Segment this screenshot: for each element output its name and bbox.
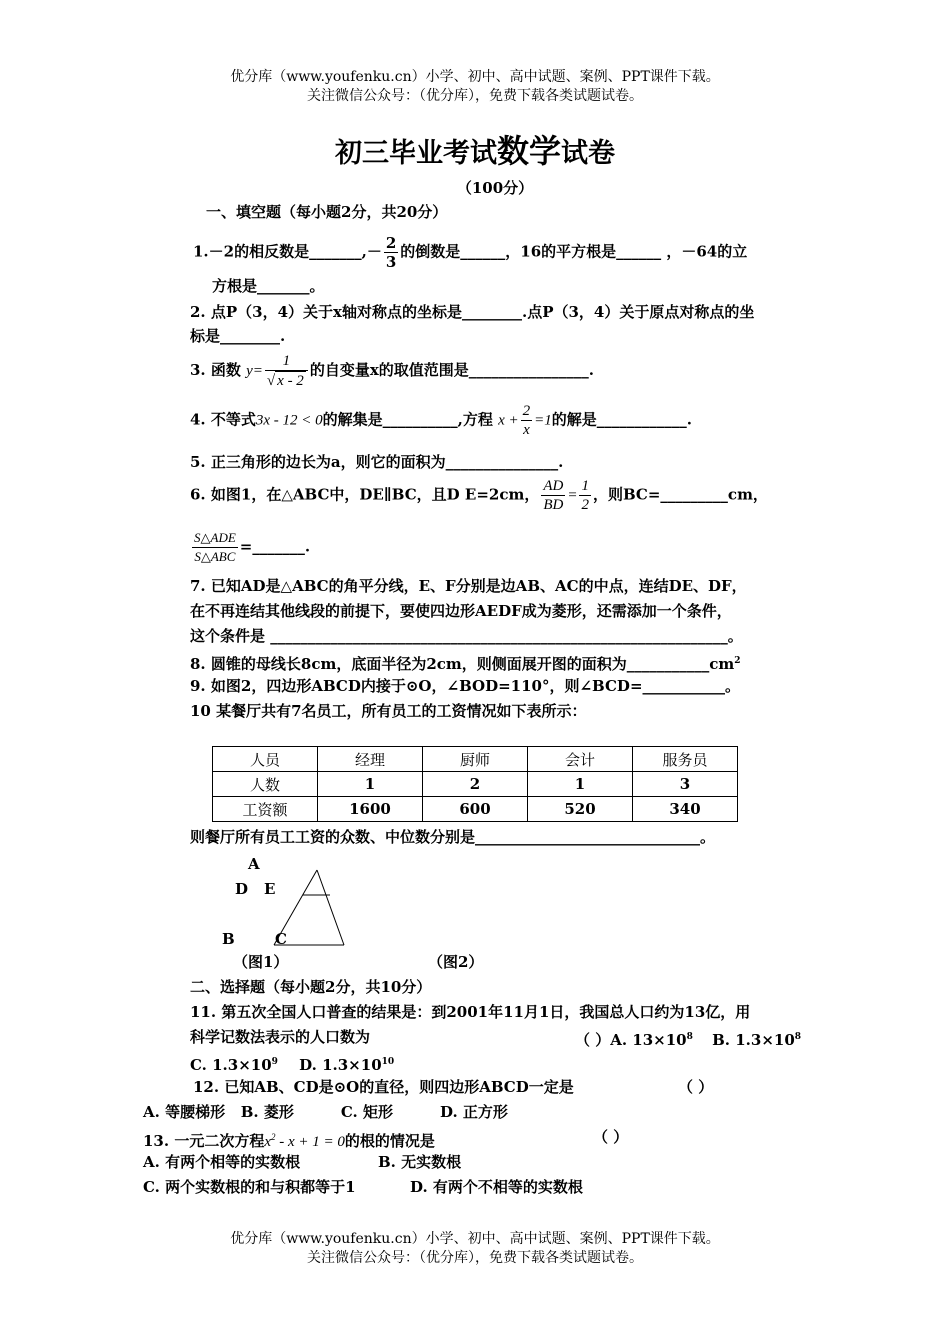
table-cell: 人数 [213, 772, 318, 797]
q11-paren-option-a: （ ）A. 13×10 [575, 1031, 687, 1049]
q6-numerator: AD [543, 478, 564, 494]
q11-option-c: C. 1.3×10 [190, 1056, 272, 1074]
title-part-3: 试卷 [561, 138, 615, 169]
q3-radicand: x - 2 [277, 373, 304, 389]
question-11-line-2: 科学记数法表示的人口数为 [190, 1028, 371, 1046]
header-line-2: 关注微信公众号：（优分库），免费下载各类试题试卷。 [307, 88, 643, 104]
q11-sup-b: 8 [794, 1032, 802, 1042]
table-cell: 340 [633, 797, 738, 822]
q3-text-b: 的自变量x的取值范围是________________. [309, 361, 594, 379]
q13-sup: 2 [271, 1132, 276, 1142]
question-6-line-1 [190, 477, 768, 514]
table-header-cell: 经理 [318, 747, 423, 772]
q4-numerator: 2 [522, 403, 531, 419]
q4-text-a: 4. 不等式 [190, 410, 256, 429]
figure-label-b: B [222, 930, 235, 948]
figure-label-a: A [248, 855, 260, 873]
q8-superscript: 2 [734, 656, 741, 666]
q6-area-denominator: S△ABC [194, 549, 236, 564]
q4-equals-one: =1 [534, 412, 552, 429]
q3-equals: = [252, 363, 263, 379]
table-header-cell: 服务员 [633, 747, 738, 772]
question-7-line-1: 7. 已知AD是△ABC的角平分线，E、F分别是边AB、AC的中点，连结DE、DF， [190, 577, 747, 595]
table-cell: 520 [528, 797, 633, 822]
question-11-options-ab [575, 1027, 801, 1050]
figure-label-e: E [264, 880, 276, 898]
table-cell: 3 [633, 772, 738, 797]
q1-text-b: 的倒数是______，16的平方根是______ ，－64的立 [400, 242, 748, 261]
table-header-row [213, 747, 738, 772]
question-10-line-2: 则餐厅所有员工工资的众数、中位数分别是______________________________。 [190, 828, 716, 846]
table-row [213, 772, 738, 797]
section-2-heading: 二、选择题（每小题2分，共10分） [190, 978, 432, 996]
table-cell: 1 [528, 772, 633, 797]
question-2-line-1: 2. 点P（3，4）关于x轴对称点的坐标是________.点P（3，4）关于原点对称点的坐 [190, 303, 755, 321]
q6-denominator: BD [543, 497, 564, 513]
title-part-1: 初三毕业考试 [334, 138, 497, 169]
q6-ratio-fraction [541, 477, 565, 514]
question-13-answer-paren: （ ） [593, 1128, 629, 1146]
table-row [213, 797, 738, 822]
q4-x-plus: x + [498, 412, 519, 429]
header-line-1: 优分库（www.youfenku.cn）小学、初中、高中试题、案例、PPT课件下载。 [230, 69, 720, 85]
q3-numerator: 1 [265, 352, 308, 371]
q6-equals: = [567, 487, 578, 504]
question-1-line-1 [193, 234, 747, 271]
q3-fraction [265, 352, 308, 390]
table-cell: 2 [423, 772, 528, 797]
section-1-heading: 一、填空题（每小题2分，共20分） [206, 203, 448, 221]
table-header-cell: 会计 [528, 747, 633, 772]
triangle-side-ac [317, 870, 344, 945]
question-3 [190, 352, 594, 390]
question-2-line-2: 标是________. [190, 327, 286, 345]
question-12-options: A. 等腰梯形 B. 菱形 C. 矩形 D. 正方形 [143, 1103, 508, 1121]
q8-text: 8. 圆锥的母线长8cm，底面半径为2cm，则侧面展开图的面积为___________cm [190, 655, 735, 673]
figure-2-caption: （图2） [428, 953, 484, 971]
q11-sup-a: 8 [686, 1032, 693, 1042]
q6-half-fraction [579, 477, 591, 514]
question-11-line-1: 11. 第五次全国人口普查的结果是：到2001年11月1日，我国总人口约为13亿，用 [190, 1003, 751, 1021]
q11-sup-c: 9 [271, 1057, 278, 1067]
q1-fraction [384, 234, 398, 271]
q1-denominator: 3 [385, 253, 397, 271]
question-12: 12. 已知AB、CD是⊙O的直径，则四边形ABCD一定是 [193, 1078, 574, 1096]
question-11-options-cd [190, 1052, 394, 1075]
question-9: 9. 如图2，四边形ABCD内接于⊙O，∠BOD=110°，则∠BCD=___________。 [190, 677, 741, 695]
q6-text-b: ，则BC=_________cm， [592, 485, 768, 504]
q4-text-b: 的解集是__________,方程 [322, 410, 493, 429]
q6-half-denominator: 2 [581, 497, 589, 513]
page-title [0, 134, 950, 171]
q13-option-a: A. 有两个相等的实数根 [143, 1153, 301, 1171]
question-1-line-2: 方根是_______。 [212, 277, 325, 295]
q13-expression: - x + 1 = 0 [275, 1134, 345, 1150]
q11-sup-d: 10 [381, 1057, 395, 1067]
wage-table [212, 746, 738, 822]
score-note: （100分） [456, 179, 534, 197]
q13-x: x [264, 1134, 271, 1150]
q3-denominator: √ x - 2 [266, 373, 304, 389]
q6-area-numerator: S△ADE [192, 529, 238, 548]
q6-half-numerator: 1 [581, 478, 589, 494]
table-cell: 1 [318, 772, 423, 797]
q13-text-a: 13. 一元二次方程 [143, 1132, 265, 1150]
question-13 [143, 1127, 435, 1152]
q4-denominator: x [523, 422, 530, 438]
q6-area-fraction [192, 529, 238, 566]
question-12-answer-paren: （ ） [678, 1078, 714, 1096]
q13-text-b: 的根的情况是 [344, 1132, 435, 1150]
footer-line-2: 关注微信公众号：（优分库），免费下载各类试题试卷。 [307, 1250, 643, 1266]
question-7-line-3: 这个条件是 _____________________________________________________________。 [190, 627, 743, 645]
figure-label-c: C [275, 930, 287, 948]
q3-text-a: 3. 函数 [190, 361, 241, 379]
q1-text-a: 1.－2的相反数是_______,－ [193, 242, 382, 261]
q4-fraction [521, 402, 533, 439]
table-header-cell: 人员 [213, 747, 318, 772]
q1-numerator: 2 [385, 234, 397, 252]
title-part-2: 数学 [496, 132, 561, 170]
question-7-line-2: 在不再连结其他线段的前提下，要使四边形AEDF成为菱形，还需添加一个条件， [190, 602, 732, 620]
q11-option-d: D. 1.3×10 [299, 1056, 382, 1074]
table-cell: 1600 [318, 797, 423, 822]
question-5: 5. 正三角形的边长为a，则它的面积为_______________. [190, 453, 564, 471]
q13-option-b: B. 无实数根 [378, 1153, 462, 1171]
q13-option-d: D. 有两个不相等的实数根 [410, 1178, 583, 1196]
question-4 [190, 402, 692, 439]
figure-label-d: D [235, 880, 249, 898]
question-6-line-2 [190, 529, 310, 566]
q4-inequality: 3x - 12 < 0 [255, 412, 323, 429]
q6-text-c: =_______. [239, 537, 311, 556]
q6-text-a: 6. 如图1，在△ABC中，DE∥BC，且D E=2cm， [190, 485, 540, 504]
footer-line-1: 优分库（www.youfenku.cn）小学、初中、高中试题、案例、PPT课件下载。 [230, 1231, 720, 1247]
question-10-line-1: 10 某餐厅共有7名员工，所有员工的工资情况如下表所示： [190, 702, 587, 720]
figure-1-caption: （图1） [233, 953, 289, 971]
q3-y: y [246, 363, 253, 379]
q13-option-c: C. 两个实数根的和与积都等于1 [143, 1178, 356, 1196]
q4-text-c: 的解是____________. [551, 410, 693, 429]
q11-option-b: B. 1.3×10 [712, 1031, 795, 1049]
table-cell: 工资额 [213, 797, 318, 822]
table-cell: 600 [423, 797, 528, 822]
table-header-cell: 厨师 [423, 747, 528, 772]
question-8 [190, 651, 741, 674]
